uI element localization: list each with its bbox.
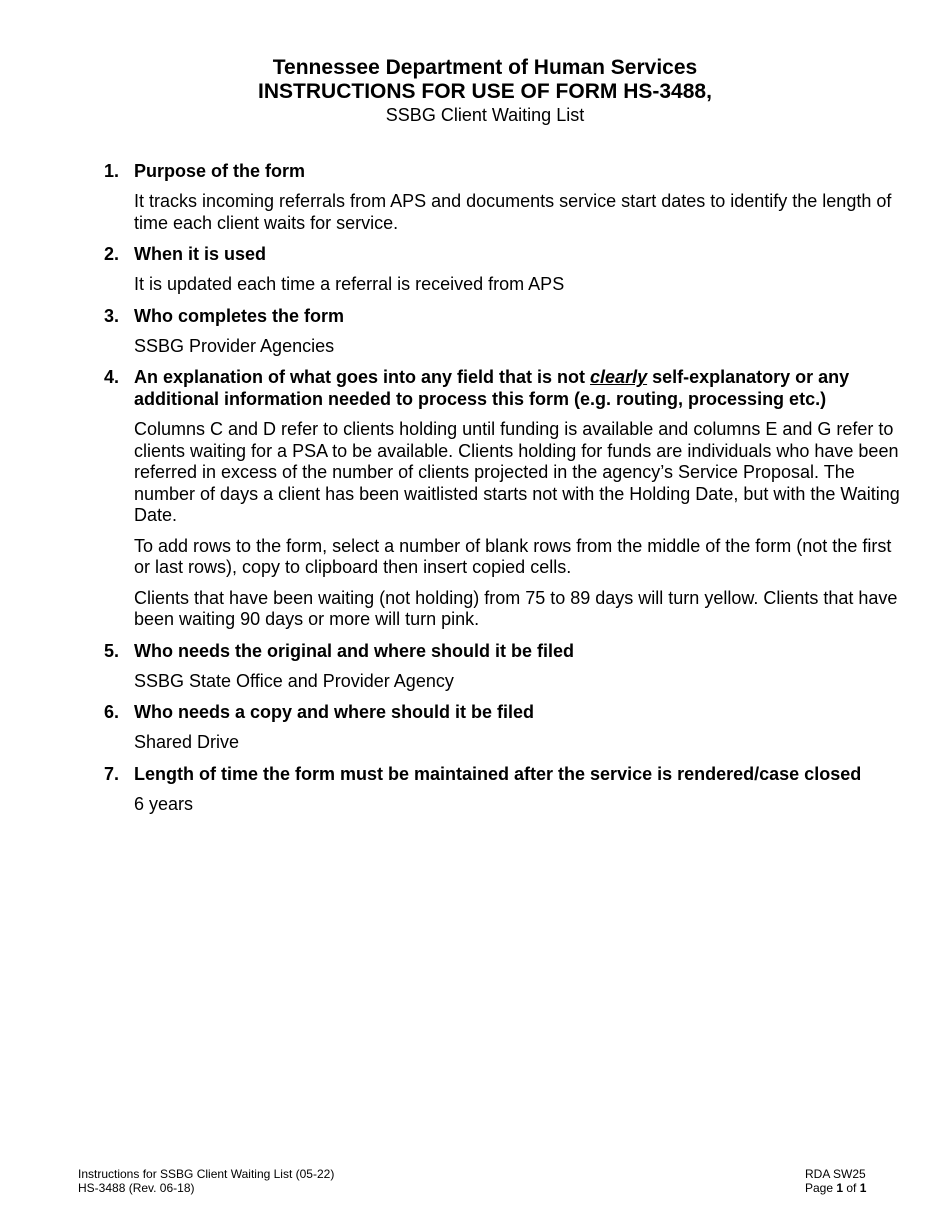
item-paragraph: It tracks incoming referrals from APS and documents service start dates to identify the length of time each client waits for service. [134,191,892,233]
footer-left [78,1167,334,1195]
item-number: 1. [104,161,120,181]
form-subtitle: SSBG Client Waiting List [385,105,585,125]
department-title: Tennessee Department of Human Services [272,56,698,79]
item-paragraph: Clients that have been waiting (not holding) from 75 to 89 days will turn yellow. Clients that have been waiting 90 days or more will turn pink. [134,587,898,629]
item-paragraph: Columns C and D refer to clients holding until funding is available and columns E and G refer to clients waiting for a PSA to be available. Clients holding for funds are individuals who have been referred in excess of the number of clients projected in the agency’s Service Proposal. The number of days a client has been waitlisted starts not with the Holding Date, but with the Waiting Date. [134,419,900,525]
item-paragraph: Shared Drive [134,732,240,752]
item-paragraph: It is updated each time a referral is received from APS [134,274,565,294]
footer-form-revision: HS-3488 (Rev. 06-18) [78,1181,195,1195]
item-title: When it is used [134,244,267,264]
footer-right [805,1167,866,1195]
item-number: 5. [104,640,120,661]
document-header [0,56,950,127]
instructions-list [104,160,904,824]
list-item-retention [104,763,904,816]
page-indicator: Page 1 of 1 [805,1181,867,1195]
item-title: An explanation of what goes into any field that is not clearly self-explanatory or any additional information needed to process this form (e.g. routing, processing etc.) [134,367,850,409]
item-title: Purpose of the form [134,161,306,181]
list-item-who-completes [104,305,904,358]
item-paragraph: SSBG Provider Agencies [134,335,335,356]
list-item-purpose [104,160,904,234]
item-number: 4. [104,367,120,387]
item-number: 7. [104,763,120,784]
item-number: 6. [104,702,120,722]
instructions-title: INSTRUCTIONS FOR USE OF FORM HS-3488, [258,80,712,103]
item-title: Who completes the form [134,305,345,326]
list-item-field-explanation [104,366,904,631]
item-title: Length of time the form must be maintained after the service is rendered/case closed [134,763,862,784]
footer-form-title: Instructions for SSBG Client Waiting List (05-22) [78,1167,335,1181]
item-number: 3. [104,305,120,326]
item-paragraph: To add rows to the form, select a number of blank rows from the middle of the form (not the first or last rows), copy to clipboard then insert copied cells. [134,535,892,577]
list-item-original-filing [104,640,904,693]
item-paragraph: 6 years [134,793,194,814]
item-paragraph: SSBG State Office and Provider Agency [134,670,454,691]
item-title: Who needs a copy and where should it be filed [134,702,535,722]
item-title: Who needs the original and where should it be filed [134,640,575,661]
item-number: 2. [104,244,120,264]
footer-rda-code: RDA SW25 [805,1167,866,1181]
list-item-copy-filing [104,701,904,754]
emphasis-clearly: clearly [590,367,648,387]
list-item-when-used [104,243,904,296]
